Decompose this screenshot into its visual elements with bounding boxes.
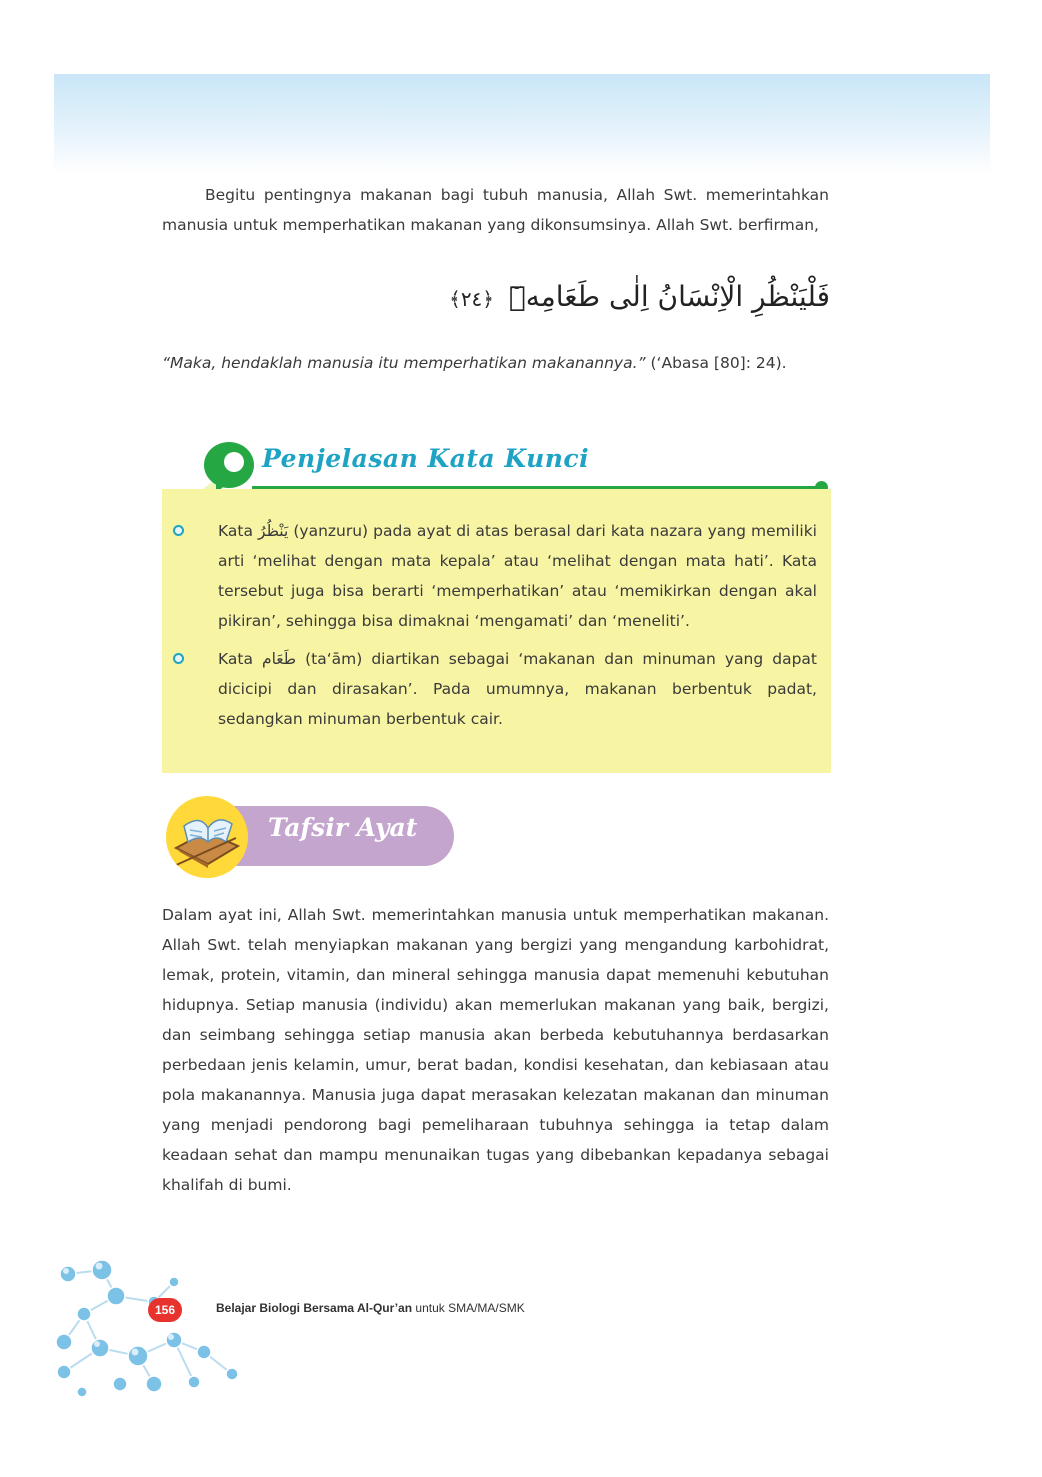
list-item-text: Kata يَنْظُرُ (yanzuru) pada ayat di atas berasal dari kata nazara yang memiliki arti ‘melihat dengan mata kepala’ atau ‘melihat dengan mata hati’. Kata tersebut juga bisa berarti ‘memperhatikan’ atau ‘memikirkan dengan akal pikiran’, sehingga bisa dimaknai ‘mengamati’ dan ‘meneliti’. — [218, 522, 817, 630]
translation-text: “Maka, hendaklah manusia itu memperhatikan makanannya.” — [162, 354, 646, 372]
list-item — [162, 644, 831, 734]
tafsir-title: Tafsir Ayat — [268, 813, 418, 842]
intro-paragraph: Begitu pentingnya makanan bagi tubuh manusia, Allah Swt. memerintahkan manusia untuk memperhatikan makanan yang dikonsumsinya. Allah Swt. berfirman, — [162, 186, 829, 234]
verse-arabic-text: فَلْيَنْظُرِ الْاِنْسَانُ اِلٰى طَعَامِهٖٓ — [508, 280, 830, 313]
molecule-decoration — [54, 1252, 244, 1402]
book-title: Belajar Biologi Bersama Al-Qur’an — [216, 1301, 413, 1315]
footer-book-title — [216, 1301, 525, 1315]
quran-verse — [449, 280, 830, 313]
bullet-icon — [173, 653, 184, 664]
speech-bubble-icon — [204, 442, 254, 488]
bullet-icon — [173, 525, 184, 536]
header-gradient-band — [54, 74, 990, 174]
verse-translation — [162, 348, 829, 378]
page-number-badge: 156 — [148, 1298, 182, 1322]
tafsir-paragraph: Dalam ayat ini, Allah Swt. memerintahkan manusia untuk memperhatikan makanan. Allah Swt. telah menyiapkan makanan yang bergizi yang mengandung karbohidrat, lemak, protein, vitamin, dan mineral sehingga manusia dapat memenuhi kebutuhan hidupnya. Setiap manusia (individu) akan memerlukan makanan yang baik, bergizi, dan seimbang sehingga setiap manusia akan berbeda kebutuhannya berdasarkan perbedaan jenis kelamin, umur, berat badan, kondisi kesehatan, dan kebiasaan atau pola makanannya. Manusia juga dapat merasakan kelezatan makanan dan minuman yang menjadi pendorong bagi pemeliharaan tubuhnya sehingga ia tetap dalam keadaan sehat dan mampu menunaikan tugas yang dibebankan kepadanya sebagai khalifah di bumi. — [162, 906, 829, 1194]
kata-kunci-title: Penjelasan Kata Kunci — [262, 444, 590, 473]
list-item — [162, 516, 831, 636]
verse-reference: (‘Abasa [80]: 24). — [645, 354, 787, 372]
kata-kunci-list — [162, 516, 831, 742]
kata-kunci-box — [162, 489, 831, 773]
book-subtitle: untuk SMA/MA/SMK — [412, 1301, 525, 1315]
list-item-text: Kata طَعَام (ta‘ām) diartikan sebagai ‘makanan dan minuman yang dapat dicicipi dan dirasakan’. Pada umumnya, makanan berbentuk padat, sedangkan minuman berbentuk cair. — [218, 650, 817, 728]
ayah-number-marker: ﴿٢٤﴾ — [449, 287, 495, 311]
open-quran-icon — [166, 796, 248, 878]
